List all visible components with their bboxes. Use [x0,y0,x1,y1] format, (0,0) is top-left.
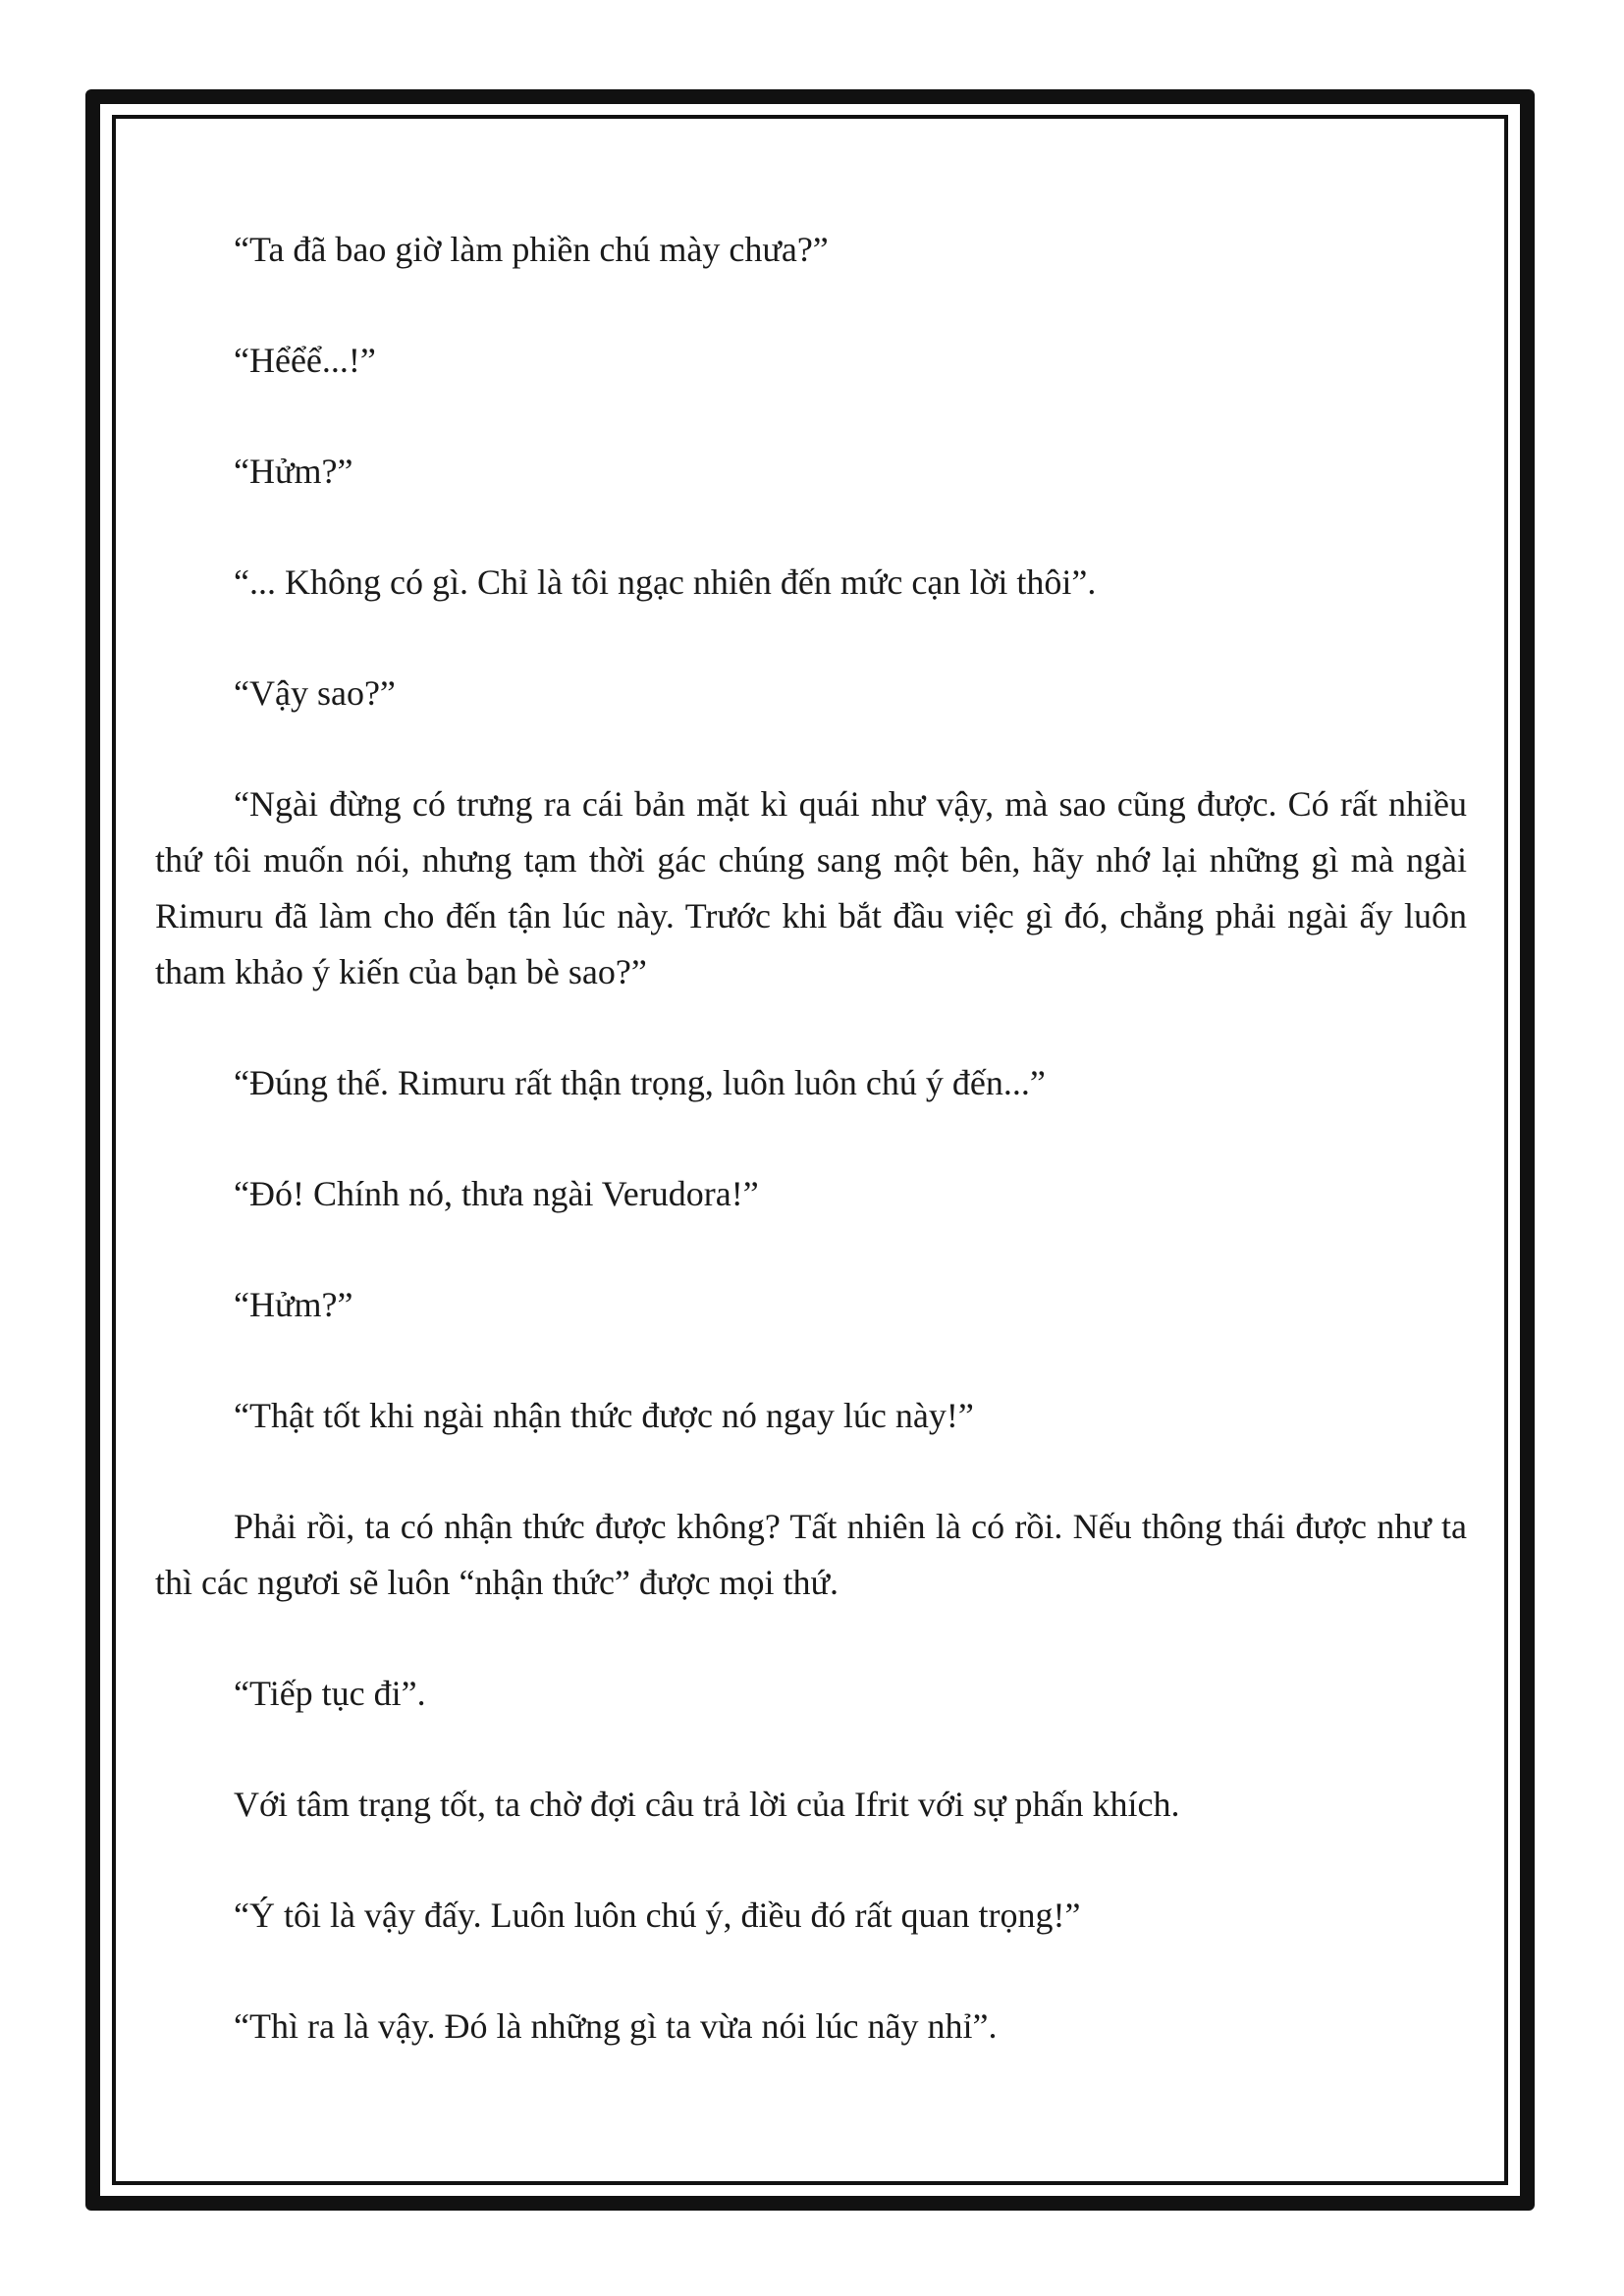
paragraph: “Tiếp tục đi”. [234,1674,426,1713]
paragraph: “Ngài đừng có trưng ra cái bản mặt kì quái như vậy, mà sao cũng được. Có rất nhiều thứ tôi muốn nói, nhưng tạm thời gác chúng sang một bên, hãy nhớ lại những gì mà ngài Rimuru đã làm cho đến tận lúc này. Trước khi bắt đầu việc gì đó, chẳng phải ngài ấy luôn tham khảo ý kiến của bạn bè sao?” [155,784,1467,991]
paragraph: Phải rồi, ta có nhận thức được không? Tất nhiên là có rồi. Nếu thông thái được như ta thì các ngươi sẽ luôn “nhận thức” được mọi thứ. [155,1507,1467,1602]
paragraph: “Hửm?” [234,1285,353,1324]
paragraph: “Ta đã bao giờ làm phiền chú mày chưa?” [234,230,829,269]
page-body [155,222,1467,2109]
paragraph: “Hửm?” [234,452,353,491]
paragraph: “Vậy sao?” [234,673,396,713]
paragraph: “Đúng thế. Rimuru rất thận trọng, luôn luôn chú ý đến...” [234,1063,1046,1102]
paragraph: “Đó! Chính nó, thưa ngài Verudora!” [234,1174,759,1213]
paragraph: “... Không có gì. Chỉ là tôi ngạc nhiên đến mức cạn lời thôi”. [234,562,1097,602]
paragraph: “Hểểể...!” [234,341,376,380]
paragraph: “Thì ra là vậy. Đó là những gì ta vừa nói lúc nãy nhỉ”. [234,2006,998,2046]
paragraph: Với tâm trạng tốt, ta chờ đợi câu trả lời của Ifrit với sự phấn khích. [234,1785,1180,1824]
paragraph: “Ý tôi là vậy đấy. Luôn luôn chú ý, điều đó rất quan trọng!” [234,1896,1081,1935]
paragraph: “Thật tốt khi ngài nhận thức được nó ngay lúc này!” [234,1396,974,1435]
